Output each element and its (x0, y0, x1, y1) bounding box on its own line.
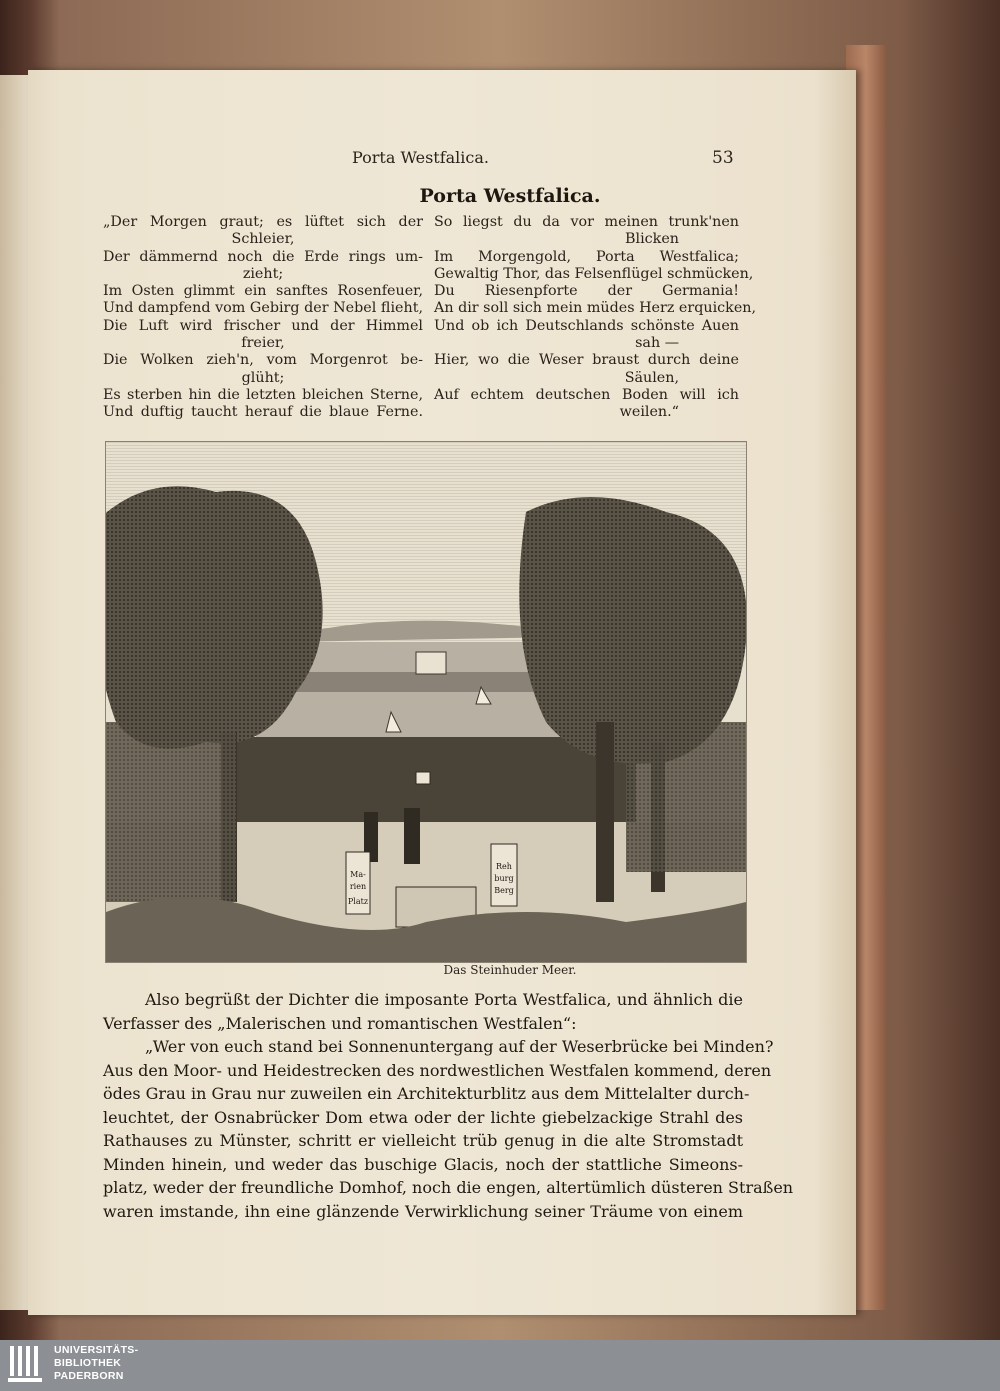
library-name-line-3: PADERBORN (54, 1370, 124, 1382)
poem-verse-line: Es sterben hin die letzten bleichen Sterne, (103, 386, 423, 403)
poem-verse-continuation: Säulen, (624, 369, 679, 386)
prose-line: Rathauses zu Münster, schritt er vielleicht trüb genug in die alte Stromstadt (103, 1131, 743, 1150)
poem-verse-line: An dir soll sich mein müdes Herz erquicken, (434, 300, 757, 317)
poem-title: Porta Westfalica. (419, 185, 601, 207)
signpost-right-line-1: Reh (496, 862, 512, 871)
poem-verse-line: Hier, wo die Weser braust durch deine (434, 352, 739, 369)
prose-line: waren imstande, ihn eine glänzende Verwirklichung seiner Träume von einem (103, 1201, 743, 1221)
poem-verse-line: „Der Morgen graut; es lüftet sich der (103, 214, 423, 230)
prose-line: platz, weder der freundliche Domhof, noch die engen, altertümlich düsteren Straßen (103, 1178, 794, 1197)
poem-verse-line: Und duftig taucht herauf die blaue Ferne. (103, 404, 423, 421)
prose-line: „Wer von euch stand bei Sonnenuntergang auf der Weserbrücke bei Minden? (145, 1037, 774, 1056)
signpost-left-line-1: Ma- (350, 870, 366, 879)
prose-line: ödes Grau in Grau nur zuweilen ein Architekturblitz aus dem Mittelalter durch- (103, 1084, 750, 1103)
prose-line: Minden hinein, und weder das buschige Glacis, noch der stattliche Simeons- (103, 1154, 743, 1174)
library-footer-bar (0, 1340, 1000, 1391)
signpost-left-line-3: Platz (347, 897, 369, 906)
poem-verse-line: Im Morgengold, Porta Westfalica; (434, 248, 739, 265)
poem-verse-line: Auf echtem deutschen Boden will ich (434, 386, 739, 403)
poem-verse-line: Die Wolken zieh'n, vom Morgenrot be- (103, 352, 423, 369)
left-page-edge (0, 75, 30, 1310)
poem-verse-continuation: zieht; (242, 265, 284, 282)
engraving-illustration (105, 441, 747, 963)
poem-verse-continuation: Blicken (625, 231, 679, 248)
poem-verse-continuation: glüht; (241, 369, 285, 386)
poem-verse-line: Und dampfend vom Gebirg der Nebel flieht, (103, 300, 423, 317)
prose-text (103, 988, 794, 1223)
library-name (54, 1344, 138, 1383)
poem-right-column (434, 214, 757, 422)
poem-verse-line: Und ob ich Deutschlands schönste Auen (434, 317, 739, 334)
steinhuder-meer-engraving (106, 442, 746, 962)
poem-verse-line: Im Osten glimmt ein sanftes Rosenfeuer, (103, 283, 423, 300)
poem-verse-line: Der dämmernd noch die Erde rings um- (103, 248, 423, 265)
poem-verse-continuation: sah — (635, 335, 679, 352)
prose-line: Verfasser des „Malerischen und romantischen Westfalen“: (103, 1013, 577, 1033)
signpost-right-line-3: Berg (494, 886, 514, 895)
running-head: Porta Westfalica. (352, 148, 489, 167)
prose-line: Aus den Moor- und Heidestrecken des nordwestlichen Westfalen kommend, deren (103, 1060, 772, 1080)
prose-line: Also begrüßt der Dichter die imposante Porta Westfalica, und ähnlich die (145, 990, 743, 1009)
signpost-right-line-2: burg (494, 874, 514, 883)
poem-verse-line: Die Luft wird frischer und der Himmel (103, 317, 423, 334)
poem-left-column (103, 214, 423, 422)
prose-line: leuchtet, der Osnabrücker Dom etwa oder der lichte giebelzackige Strahl des (103, 1107, 743, 1127)
poem-verse-line: Gewaltig Thor, das Felsenflügel schmücken, (434, 265, 754, 282)
poem-verse-continuation: weilen.“ (619, 404, 679, 421)
poem-verse-continuation: freier, (241, 335, 285, 352)
library-logo-icon (6, 1344, 46, 1386)
poem-verse-continuation: Schleier, (231, 231, 295, 248)
library-name-line-2: BIBLIOTHEK (54, 1357, 122, 1369)
signpost-left-line-2: rien (349, 882, 367, 891)
illustration-caption: Das Steinhuder Meer. (443, 963, 577, 977)
poem-verse-line: So liegst du da vor meinen trunk'nen (434, 214, 739, 230)
page-number: 53 (712, 148, 734, 168)
poem-verse-line: Du Riesenpforte der Germania! (434, 283, 739, 300)
library-name-line-1: UNIVERSITÄTS- (54, 1344, 139, 1356)
